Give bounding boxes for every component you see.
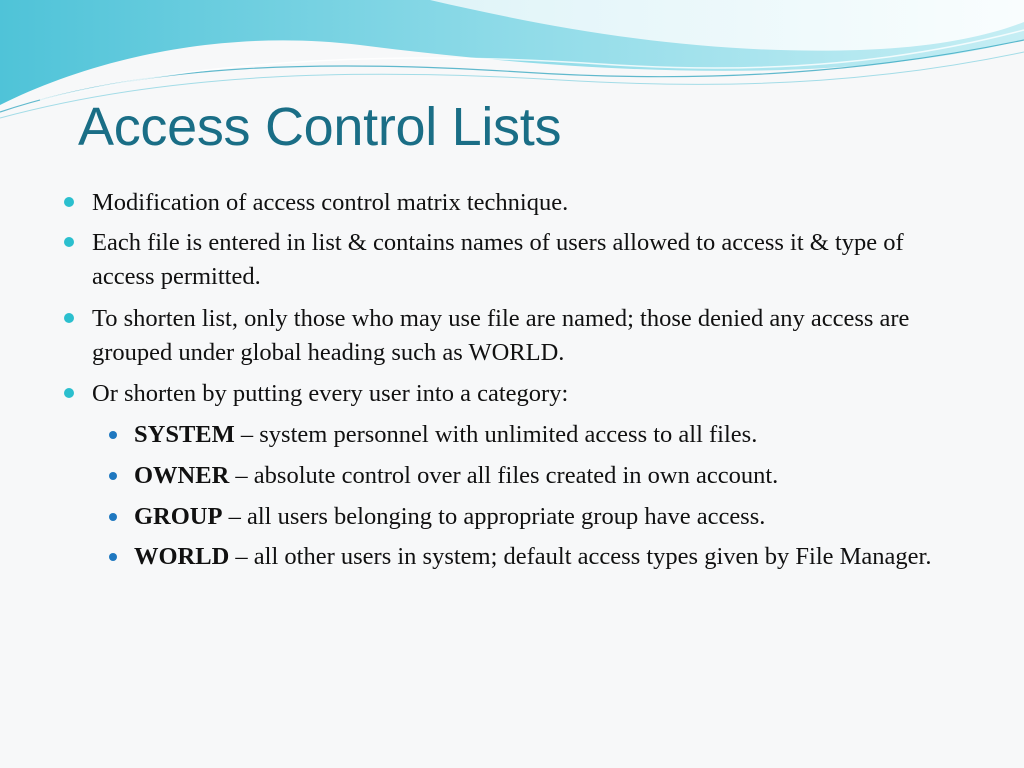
bullet-text: Each file is entered in list & contains names of users allowed to access it & type of access permitted. (92, 229, 904, 290)
sub-bullet-item (134, 500, 974, 534)
bullet-item (92, 302, 972, 370)
bullet-item (92, 186, 972, 220)
bullet-dot-icon (64, 197, 74, 207)
bullet-text: Or shorten by putting every user into a category: (92, 380, 569, 407)
slide-title: Access Control Lists (78, 97, 562, 157)
category-description: – system personnel with unlimited access to all files. (234, 421, 758, 448)
bullet-dot-icon (64, 237, 74, 247)
category-term: GROUP (134, 503, 223, 530)
bullet-text: Modification of access control matrix technique. (92, 189, 569, 216)
sub-bullet-dot-icon (109, 513, 117, 521)
category-description: – all users belonging to appropriate group have access. (222, 503, 766, 530)
bullet-dot-icon (64, 388, 74, 398)
sub-bullet-dot-icon (109, 431, 117, 439)
category-description: – all other users in system; default access types given by File Manager. (229, 543, 932, 570)
category-term: WORLD (134, 543, 230, 570)
bullet-item (92, 377, 972, 411)
sub-bullet-item (134, 540, 974, 574)
sub-bullet-item (134, 459, 974, 493)
sub-bullet-dot-icon (109, 553, 117, 561)
sub-bullet-dot-icon (109, 472, 117, 480)
category-term: OWNER (134, 462, 230, 489)
sub-bullet-item (134, 418, 974, 452)
bullet-item (92, 226, 972, 294)
bullet-text: To shorten list, only those who may use file are named; those denied any access are grouped under global heading such as WORLD. (92, 305, 910, 366)
category-term: SYSTEM (134, 421, 235, 448)
category-description: – absolute control over all files created in own account. (229, 462, 779, 489)
bullet-dot-icon (64, 313, 74, 323)
